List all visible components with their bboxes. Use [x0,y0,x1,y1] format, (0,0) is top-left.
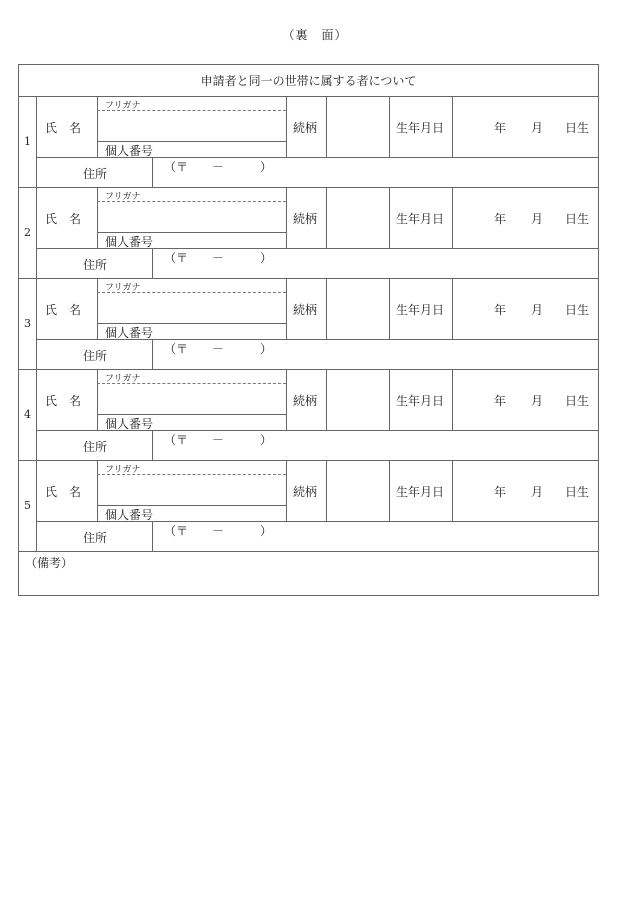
postal-code-field[interactable]: （〒 － ） [164,524,273,538]
individual-number-label: 個人番号 [105,508,154,522]
month-label: 月 [531,394,544,408]
notes-label: （備考） [25,556,74,570]
year-label: 年 [494,303,507,317]
name-label: 氏 名 [45,394,82,408]
name-label: 氏 名 [45,121,82,135]
birthdate-label: 生年月日 [396,303,445,317]
household-member-entry [19,188,598,279]
entry-number: 3 [24,317,31,330]
name-input[interactable] [98,293,286,323]
address-label: 住所 [83,349,108,363]
postal-code-field[interactable]: （〒 － ） [164,342,273,356]
name-input[interactable] [98,202,286,232]
furigana-label: フリガナ [105,101,141,111]
name-label: 氏 名 [45,303,82,317]
furigana-label: フリガナ [105,192,141,202]
relationship-input[interactable] [327,461,389,521]
address-label: 住所 [83,258,108,272]
birthdate-label: 生年月日 [396,121,445,135]
address-label: 住所 [83,531,108,545]
individual-number-label: 個人番号 [105,235,154,249]
individual-number-label: 個人番号 [105,417,154,431]
individual-number-label: 個人番号 [105,144,154,158]
household-members-form [18,64,599,596]
relationship-input[interactable] [327,97,389,157]
entry-number: 2 [24,226,31,239]
relationship-label: 続柄 [293,303,318,317]
name-label: 氏 名 [45,485,82,499]
relationship-label: 続柄 [293,394,318,408]
relationship-label: 続柄 [293,121,318,135]
day-label: 日生 [565,121,590,135]
postal-code-field[interactable]: （〒 － ） [164,251,273,265]
day-label: 日生 [565,485,590,499]
month-label: 月 [531,212,544,226]
postal-code-field[interactable]: （〒 － ） [164,433,273,447]
page-header: （裏 面） [282,28,348,42]
furigana-label: フリガナ [105,374,141,384]
relationship-input[interactable] [327,370,389,430]
month-label: 月 [531,121,544,135]
notes-area[interactable] [19,550,598,596]
entry-number: 1 [24,135,31,148]
furigana-label: フリガナ [105,465,141,475]
month-label: 月 [531,303,544,317]
furigana-label: フリガナ [105,283,141,293]
year-label: 年 [494,394,507,408]
day-label: 日生 [565,394,590,408]
household-member-entry [19,279,598,370]
relationship-input[interactable] [327,188,389,248]
year-label: 年 [494,121,507,135]
birthdate-label: 生年月日 [396,485,445,499]
household-member-entry [19,97,598,188]
year-label: 年 [494,212,507,226]
name-input[interactable] [98,111,286,141]
month-label: 月 [531,485,544,499]
day-label: 日生 [565,212,590,226]
entry-number: 4 [24,408,31,421]
year-label: 年 [494,485,507,499]
day-label: 日生 [565,303,590,317]
name-input[interactable] [98,384,286,414]
name-label: 氏 名 [45,212,82,226]
individual-number-label: 個人番号 [105,326,154,340]
entry-number: 5 [24,499,31,512]
name-input[interactable] [98,475,286,505]
postal-code-field[interactable]: （〒 － ） [164,160,273,174]
address-label: 住所 [83,167,108,181]
form-title: 申請者と同一の世帯に属する者について [19,65,598,97]
birthdate-label: 生年月日 [396,394,445,408]
relationship-label: 続柄 [293,212,318,226]
relationship-input[interactable] [327,279,389,339]
relationship-label: 続柄 [293,485,318,499]
household-member-entry [19,461,598,552]
address-label: 住所 [83,440,108,454]
birthdate-label: 生年月日 [396,212,445,226]
household-member-entry [19,370,598,461]
